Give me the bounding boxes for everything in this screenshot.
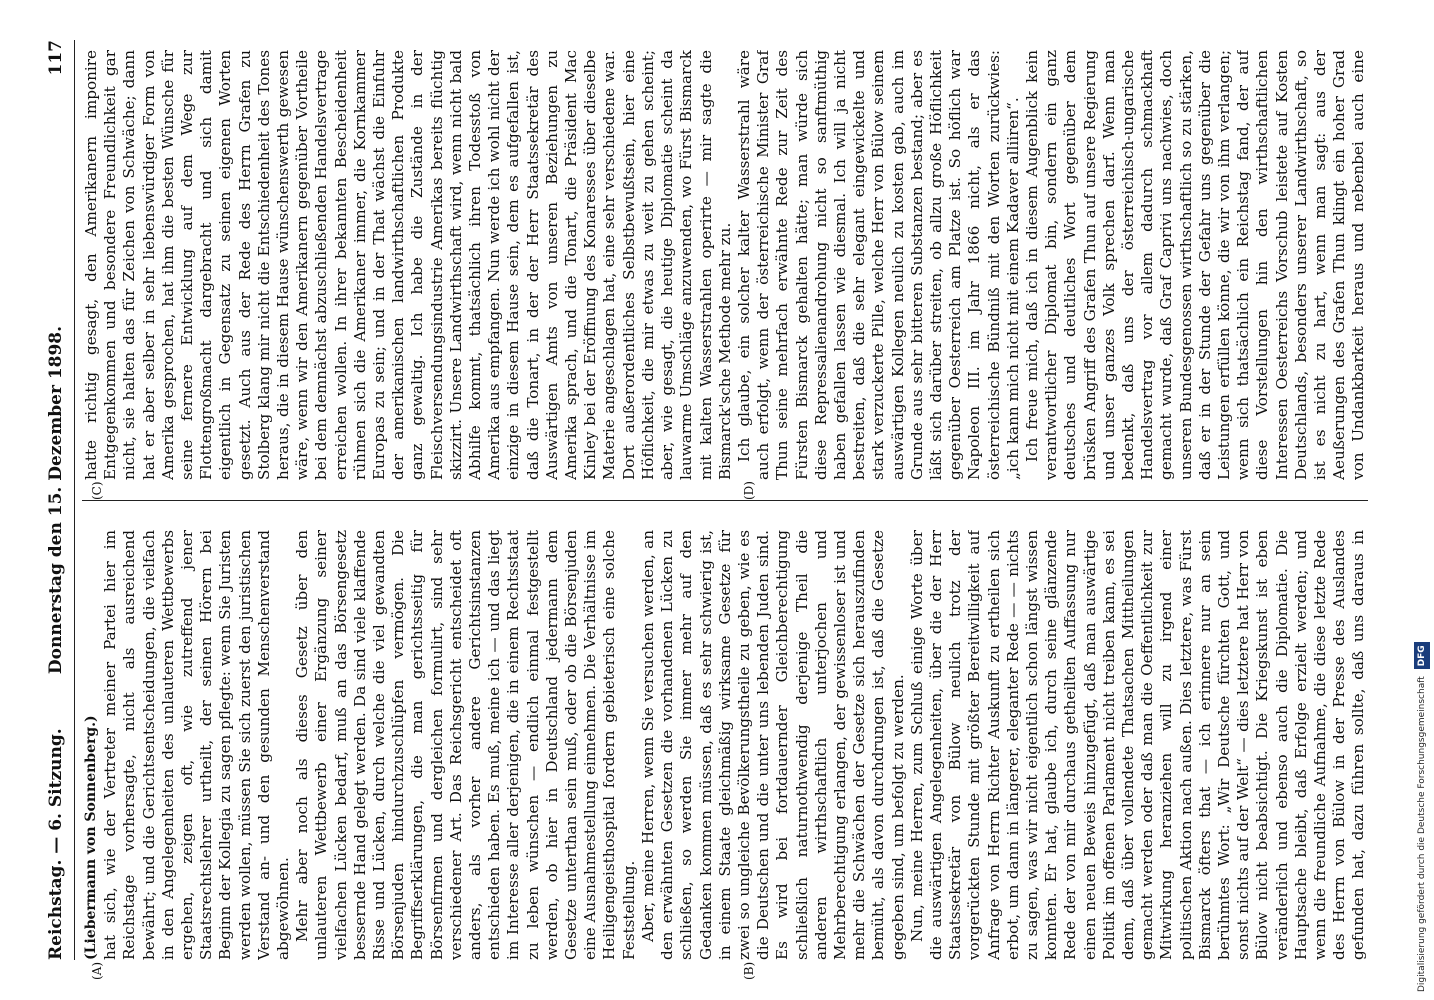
speaker-label: (Liebermann von Sonnenberg.): [83, 715, 99, 960]
left-column: [82, 530, 1368, 960]
column-divider: [82, 500, 1368, 501]
paragraph: Ich glaube, ein solcher kalter Wasserstrahl wäre auch erfolgt, wenn der österreichische Minister Graf Thun seine mehrfach erwähnte Rede zur Zeit des Fürsten Bismarck gehalten hätte; man würde sich diese Repressalienandrohung nicht so sanftmüthig haben gefallen lassen wie diesmal. Ich will ja nicht bestreiten, daß die sehr elegant eingewickelte und stark verzuckerte Pille, welche Herr von Bülow seinem auswärtigen Kollegen neulich zu kosten gab, auch im Grunde aus sehr bitteren Substanzen bestand; aber es läßt sich darüber streiten, ob allzu große Höflichkeit gegenüber Oesterreich am Platze ist. So höflich war Napoleon III. im Jahr 1866 nicht, als er das österreichische Bündniß mit den Worten zurückwies: „ich kann mich nicht mit einem Kadaver alliiren“.: [734, 50, 1022, 480]
page-header: [40, 40, 75, 960]
funding-text: Digitalisierung gefördert durch die Deutsche Forschungsgemeinschaft: [1417, 676, 1427, 992]
margin-marker-a: (A): [90, 961, 104, 980]
right-column: [82, 50, 1368, 480]
paragraph: Mehr aber noch als dieses Gesetz über den unlauteren Wettbewerb einer Ergänzung seiner vielfachen Lücken bedarf, muß an das Börsengesetz bessernde Hand gelegt werden. Da sind viele klaffende Risse und Lücken, durch welche die viel gewandten Börsenjuden hindurchzuschlüpfen vermögen. Die Begriffserklärungen, die man gerichtsseitig für Börsenfirmen und dergleichen formulirt, sind sehr verschiedener Art. Das Reichsgericht entscheidet oft anders, als vorher andere Gerichtsinstanzen entschieden haben. Es muß, meine ich — und das liegt im Interesse aller derjenigen, die in einem Rechtsstaat zu leben wünschen — endlich einmal festgestellt werden, ob hier in Deutschland jedermann dem Gesetze unterthan sein muß, oder ob die Börsenjuden eine Ausnahmestellung einnehmen. Die Verhältnisse im Heiligengeisthospital fordern gebieterisch eine solche Feststellung.: [293, 530, 638, 960]
header-date: Donnerstag den 15. Dezember 1898.: [46, 325, 66, 675]
dfg-logo: DFG: [1414, 642, 1430, 669]
margin-marker-b: (B): [742, 961, 756, 980]
paragraph: Nun, meine Herren, zum Schluß einige Worte über die auswärtigen Angelegenheiten, über die der Herr Staatssekretär von Bülow neulich trotz der vorgerückten Stunde mit größter Bereitwilligkeit auf Anfrage von Herrn Richter Auskunft zu ertheilen sich erbot, um dann in längerer, eleganter Rede — — nichts zu sagen, was wir nicht eigentlich schon längst wissen konnten. Er hat, glaube ich, durch seine glänzende Rede der von mir durchaus getheilten Auffassung nur einen neuen Beweis hinzugefügt, daß man auswärtige Politik im offenen Parlament nicht treiben kann, es sei denn, daß über vollendete Thatsachen Mittheilungen gemacht werden oder daß man die Oeffentlichkeit zur Mitwirkung heranziehen will zu irgend einer politischen Aktion nach außen. Dies letztere, was Fürst Bismarck öfters that — ich erinnere nur an sein berühmtes Wort: „Wir Deutsche fürchten Gott, und sonst nichts auf der Welt“ — dies letztere hat Herr von Bülow nicht beabsichtigt. Die Kriegskunst ist eben veränderlich und ebenso auch die Diplomatie. Die Hauptsache bleibt, daß Erfolge erzielt werden; und wenn die freundliche Aufnahme, die diese letzte Rede des Herrn von Bülow in der Presse des Auslandes gefunden hat, dazu führen sollte, daß uns daraus in: [907, 530, 1368, 960]
margin-marker-c: (C): [90, 481, 104, 500]
paragraph: Aber, meine Herren, wenn Sie versuchen werden, an den erwähnten Gesetzen die vorhandenen Lücken zu schließen, so werden Sie immer mehr auf den Gedanken kommen müssen, daß es sehr schwierig ist, in einem Staate gleichmäßig wirksame Gesetze für zwei so ungleiche Bevölkerungstheile zu geben, wie es die Deutschen und die unter uns lebenden Juden sind. Es wird bei fortdauernder Gleichberechtigung schließlich naturnothwendig derjenige Theil die anderen wirthschaftlich unterjochen und Mehrberechtigung erlangen, der gewissenloser ist und mehr die Schwächen der Gesetze sich herauszufinden bemüht, als davon durchdrungen ist, daß die Gesetze gegeben sind, um befolgt zu werden.: [638, 530, 907, 960]
header-session: Reichstag. — 6. Sitzung.: [46, 728, 66, 960]
page-number: 117: [46, 40, 66, 76]
paragraph: Ich freue mich, daß ich in diesem Augenblick kein verantwortlicher Diplomat bin, sondern ein ganz deutsches und deutliches Wort gegenüber dem brüsken Angriff des Grafen Thun auf unsere Regierung und unser ganzes Volk sprechen darf. Wenn man bedenkt, daß uns der österreichisch-ungarische Handelsvertrag vor allem dadurch schmackhaft gemacht wurde, daß Graf Caprivi uns nachwies, doch unseren Bundesgenossen wirthschaftlich so zu stärken, daß er in der Stunde der Gefahr uns gegenüber die Leistungen erfüllen könne, die wir von ihm verlangen; wenn sich thatsächlich ein Reichstag fand, der auf diese Vorstellungen hin den wirthschaftlichen Interessen Oesterreichs Vorschub leistete auf Kosten Deutschlands, besonders unserer Landwirthschaft, so ist es nicht zu hart, wenn man sagt: aus der Aeußerungen des Grafen Thun klingt ein hoher Grad von Undankbarkeit heraus und nebenbei auch eine: [1022, 50, 1368, 480]
paragraph: hatte richtig gesagt, den Amerikanern imponire Entgegenkommen und besondere Freundlichkeit gar nicht, sie halten das für Zeichen von Schwäche; dann hat er aber selber in sehr liebenswürdiger Form von Amerika gesprochen, hat ihm die besten Wünsche für seine fernere Entwicklung auf dem Wege zur Flottengroßmacht dargebracht und sich damit eigentlich in Gegensatz zu seinen eigenen Worten gesetzt. Auch aus der Rede des Herrn Grafen zu Stolberg klang mir nicht die Entschiedenheit des Tones heraus, die in diesem Hause wünschenswerth gewesen wäre, wenn wir den Amerikanern gegenüber Vortheile bei dem demnächst abzuschließenden Handelsvertrage erreichen wollen. In ihrer bekannten Bescheidenheit rühmen sich die Amerikaner immer, die Kornkammer Europas zu sein; und in der That wächst die Einfuhr der amerikanischen landwirthschaftlichen Produkte ganz gewaltig. Ich habe die Zustände in der Fleischversendungsindustrie Amerikas bereits flüchtig skizzirt. Unsere Landwirthschaft wird, wenn nicht bald Abhilfe kommt, thatsächlich ihren Todesstoß von Amerika aus empfangen. Nun werde ich wohl nicht der einzige in diesem Hause sein, dem es aufgefallen ist, daß die Tonart, in der der Herr Staatssekretär des Auswärtigen Amts von unseren Beziehungen zu Amerika sprach, und die Tonart, die Präsident Mac Kinley bei der Eröffnung des Konaresses über dieselbe Materie angeschlagen hat, eine sehr verschiedene war. Dort außerordentliches Selbstbewußtsein, hier eine Höflichkeit, die mir etwas zu weit zu gehen scheint; aber, wie gesagt, die heutige Diplomatie scheint da lauwarme Umschläge anzuwenden, wo Fürst Bismarck mit kalten Wasserstrahlen operirte — mir sagte die Bismarck'sche Methode mehr zu.: [82, 50, 734, 480]
paragraph: hat sich, wie der Vertreter meiner Partei hier im Reichstage vorhersagte, nicht als ausreichend bewährt; und die Gerichtsentscheidungen, die vielfach in den Angelegenheiten des unlauteren Wettbewerbs ergehen, zeigen oft, wie zutreffend jener Staatsrechtslehrer urtheilt, der seinen Hörern bei Beginn der Kollegia zu sagen pflegte: wenn Sie Juristen werden wollen, müssen Sie sich zuerst den juristischen Verstand an- und den gesunden Menschenverstand abgewöhnen.: [101, 530, 293, 960]
margin-marker-d: (D): [742, 481, 756, 500]
funding-note: [1414, 8, 1430, 992]
